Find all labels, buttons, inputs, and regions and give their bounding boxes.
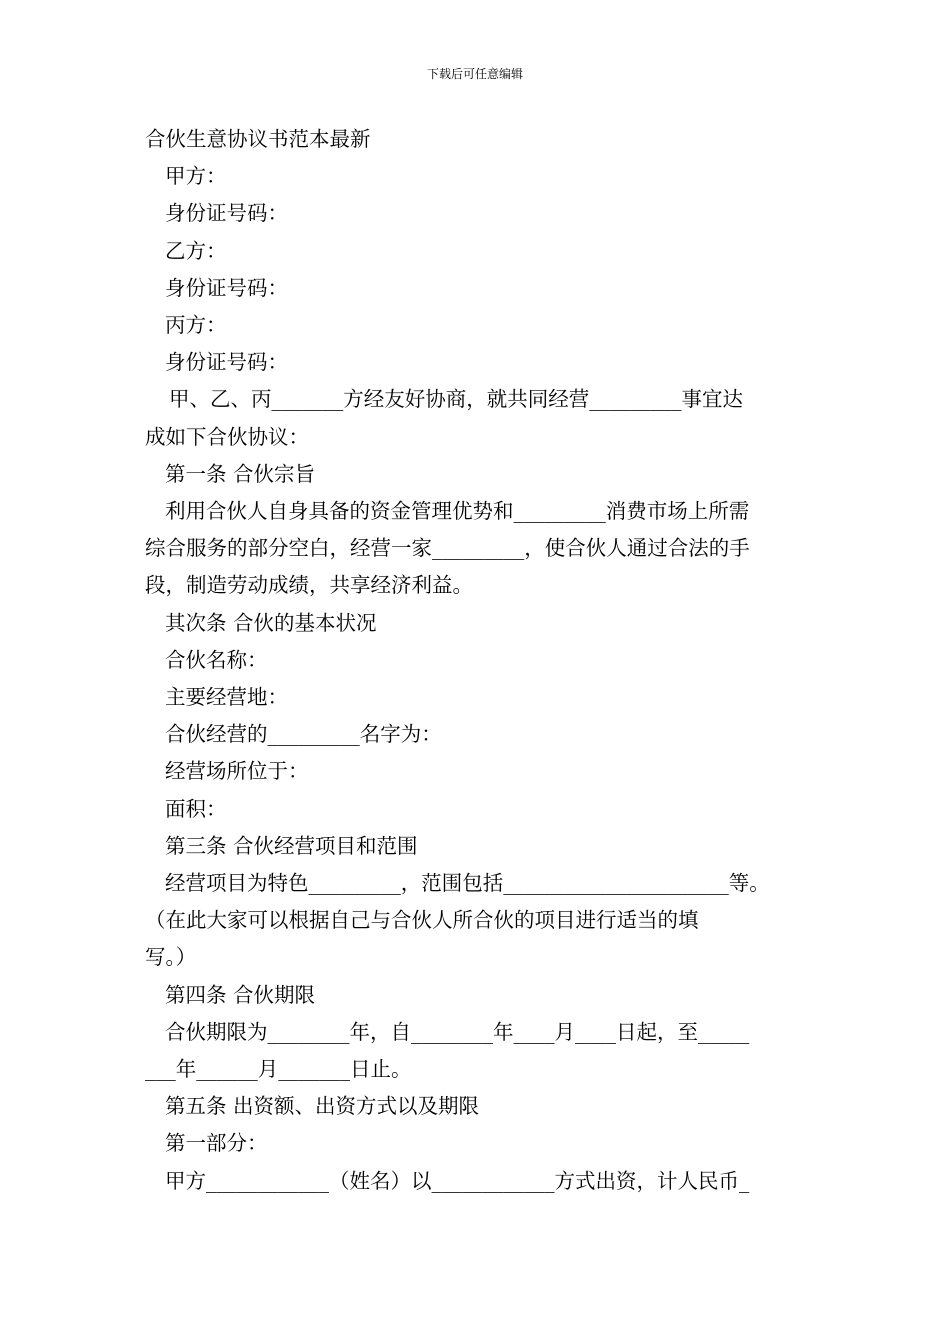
field-line: 合伙经营的_________名字为： [165,722,442,747]
article-heading: 第三条 合伙经营项目和范围 [165,833,418,858]
paragraph-line: 甲方____________（姓名）以____________方式出资，计人民币_ [165,1168,750,1193]
preamble-line: 成如下合伙协议： [145,424,309,449]
article-heading: 第五条 出资额、出资方式以及期限 [165,1094,480,1119]
party-a-label: 甲方： [165,164,227,189]
party-b-label: 乙方： [165,238,227,263]
paragraph-line: ___年______月_______日止。 [145,1057,412,1082]
document-body [145,121,820,1200]
field-line: 第一部分： [165,1131,268,1156]
field-line: 合伙名称： [165,647,268,672]
document-title: 合伙生意协议书范本最新 [145,127,371,151]
field-line: 经营场所位于： [165,759,309,784]
paragraph-line: 经营项目为特色_________，范围包括______________________等。 [165,871,770,896]
field-line: 面积： [165,796,227,821]
paragraph-line: 综合服务的部分空白，经营一家_________，使合伙人通过合法的手 [145,536,750,561]
paragraph-line: 利用合伙人自身具备的资金管理优势和_________消费市场上所需 [165,499,750,524]
party-c-id-label: 身份证号码： [165,350,288,375]
party-c-label: 丙方： [165,313,227,338]
article-heading: 第一条 合伙宗旨 [165,461,316,486]
paragraph-line: 合伙期限为________年，自________年____月____日起，至_____ [165,1019,750,1044]
preamble-line: 甲、乙、丙_______方经友好协商，就共同经营_________事宜达 [169,387,743,412]
article-heading: 其次条 合伙的基本状况 [165,610,377,635]
party-a-id-label: 身份证号码： [165,201,288,226]
field-line: 主要经营地： [165,685,288,710]
paragraph-line: 写。） [145,945,197,970]
paragraph-line: （在此大家可以根据自己与合伙人所合伙的项目进行适当的填 [145,908,699,933]
paragraph-line: 段，制造劳动成绩，共享经济利益。 [145,573,473,598]
article-heading: 第四条 合伙期限 [165,982,316,1007]
party-b-id-label: 身份证号码： [165,275,288,300]
page-header: 下载后可任意编辑 [426,67,523,81]
